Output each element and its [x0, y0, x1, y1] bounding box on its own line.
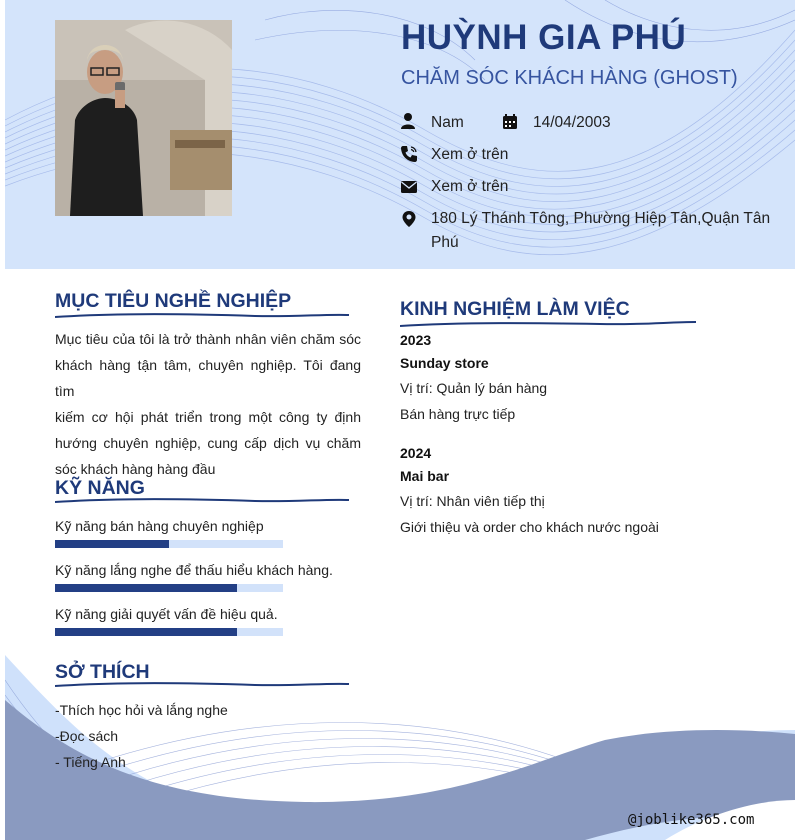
skill-bar-track [55, 628, 283, 636]
job-position: Vị trí: Quản lý bán hàng [400, 380, 548, 396]
objective-text [55, 326, 361, 482]
phone-value: Xem ở trên [431, 146, 509, 163]
hobby-item: - Tiếng Anh [55, 754, 126, 770]
hobbies-underline [55, 680, 355, 690]
skill-bar-fill [55, 540, 169, 548]
skill-label: Kỹ năng giải quyết vấn đề hiệu quả. [55, 606, 278, 622]
skill-bar-track [55, 540, 283, 548]
objective-line: khách hàng tận tâm, chuyên nghiệp. Tôi đang tìm [55, 357, 361, 399]
objective-line: Mục tiêu của tôi là trở thành nhân viên chăm sóc [55, 331, 361, 347]
skills-title: KỸ NĂNG [55, 477, 145, 499]
job-company: Sunday store [400, 355, 489, 371]
skill-label: Kỹ năng bán hàng chuyên nghiệp [55, 518, 264, 534]
job-company: Mai bar [400, 468, 450, 484]
email-value: Xem ở trên [431, 178, 509, 195]
hobby-item: -Thích học hỏi và lắng nghe [55, 702, 228, 718]
job-year: 2023 [400, 332, 432, 348]
candidate-role: CHĂM SÓC KHÁCH HÀNG (GHOST) [401, 67, 738, 89]
job-position: Vị trí: Nhân viên tiếp thị [400, 493, 545, 509]
profile-photo [55, 20, 232, 216]
skills-underline [55, 496, 355, 506]
job-year: 2024 [400, 445, 432, 461]
user-icon [399, 112, 417, 130]
address-line-2: Phú [431, 234, 459, 251]
experience-title: KINH NGHIỆM LÀM VIỆC [400, 298, 630, 320]
skill-bar-fill [55, 584, 237, 592]
header-section [5, 0, 795, 269]
job-description: Bán hàng trực tiếp [400, 406, 516, 422]
phone-icon [400, 145, 418, 163]
address-line-1: 180 Lý Thánh Tông, Phường Hiệp Tân,Quận Tân [431, 210, 771, 227]
watermark: @joblike365.com [628, 812, 755, 828]
email-icon [400, 178, 418, 196]
hobbies-title: SỞ THÍCH [55, 661, 150, 683]
cv-page [5, 0, 795, 840]
objective-line: sóc khách hàng hàng đầu [55, 461, 216, 477]
objective-underline [55, 311, 355, 321]
skill-bar-track [55, 584, 283, 592]
hobby-item: -Đọc sách [55, 728, 119, 744]
skill-bar-fill [55, 628, 237, 636]
objective-title: MỤC TIÊU NGHỀ NGHIỆP [55, 290, 292, 312]
objective-line: hướng chuyên nghiệp, cung cấp dịch vụ chăm [55, 435, 361, 451]
skill-label: Kỹ năng lắng nghe để thấu hiểu khách hàng. [55, 562, 333, 578]
gender-value: Nam [431, 114, 464, 131]
experience-underline [400, 318, 700, 330]
location-pin-icon [400, 210, 418, 228]
objective-line: kiếm cơ hội phát triển trong một công ty định [55, 409, 361, 425]
birthdate-value: 14/04/2003 [533, 114, 611, 131]
calendar-icon [501, 113, 519, 131]
job-description: Giới thiệu và order cho khách nước ngoài [400, 519, 659, 535]
candidate-name: HUỲNH GIA PHÚ [401, 18, 687, 57]
